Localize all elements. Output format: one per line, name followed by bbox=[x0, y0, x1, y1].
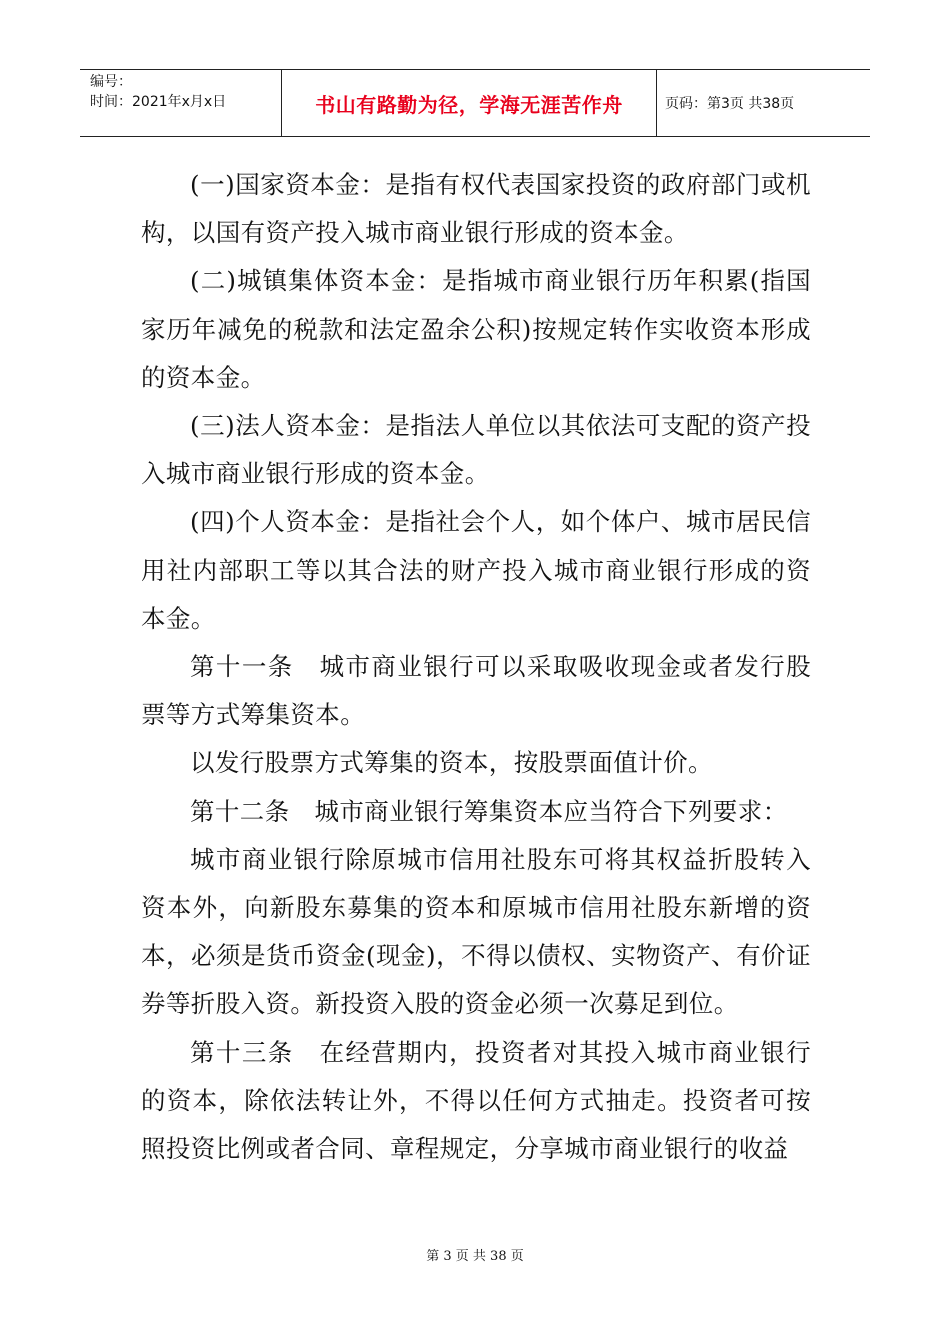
paragraph: (一)国家资本金：是指有权代表国家投资的政府部门或机构，以国有资产投入城市商业银行形成的资本金。 bbox=[141, 170, 811, 248]
paragraph: 以发行股票方式筹集的资本，按股票面值计价。 bbox=[190, 748, 713, 778]
paragraph: 城市商业银行除原城市信用社股东可将其权益折股转入资本外，向新股东募集的资本和原城市信用社股东新增的资本，必须是货币资金(现金)，不得以债权、实物资产、有价证券等折股入资。新投资入股的资金必须一次募足到位。 bbox=[141, 844, 811, 1019]
document-number-label: 编号： bbox=[90, 74, 132, 90]
page-footer: 第 3 页 共 38 页 bbox=[426, 1249, 524, 1264]
paragraph: (三)法人资本金：是指法人单位以其依法可支配的资产投入城市商业银行形成的资本金。 bbox=[141, 411, 811, 489]
document-header bbox=[80, 69, 870, 137]
document-body bbox=[141, 161, 811, 1173]
paragraph: 第十二条 城市商业银行筹集资本应当符合下列要求： bbox=[190, 796, 788, 826]
header-meta-cell bbox=[80, 70, 282, 136]
paragraph: 第十三条 在经营期内，投资者对其投入城市商业银行的资本，除依法转让外，不得以任何方式抽走。投资者可按照投资比例或者合同、章程规定，分享城市商业银行的收益 bbox=[141, 1037, 811, 1164]
document-time-label: 时间：2021年x月x日 bbox=[90, 94, 227, 110]
paragraph: 第十一条 城市商业银行可以采取吸收现金或者发行股票等方式筹集资本。 bbox=[141, 652, 811, 730]
paragraph: (二)城镇集体资本金：是指城市商业银行历年积累(指国家历年减免的税款和法定盈余公积)按规定转作实收资本形成的资本金。 bbox=[141, 266, 811, 392]
header-page-info: 页码：第3页 共38页 bbox=[665, 96, 795, 112]
paragraph: (四)个人资本金：是指社会个人，如个体户、城市居民信用社内部职工等以其合法的财产投入城市商业银行形成的资本金。 bbox=[141, 507, 811, 633]
header-motto: 书山有路勤为径，学海无涯苦作舟 bbox=[282, 70, 657, 136]
